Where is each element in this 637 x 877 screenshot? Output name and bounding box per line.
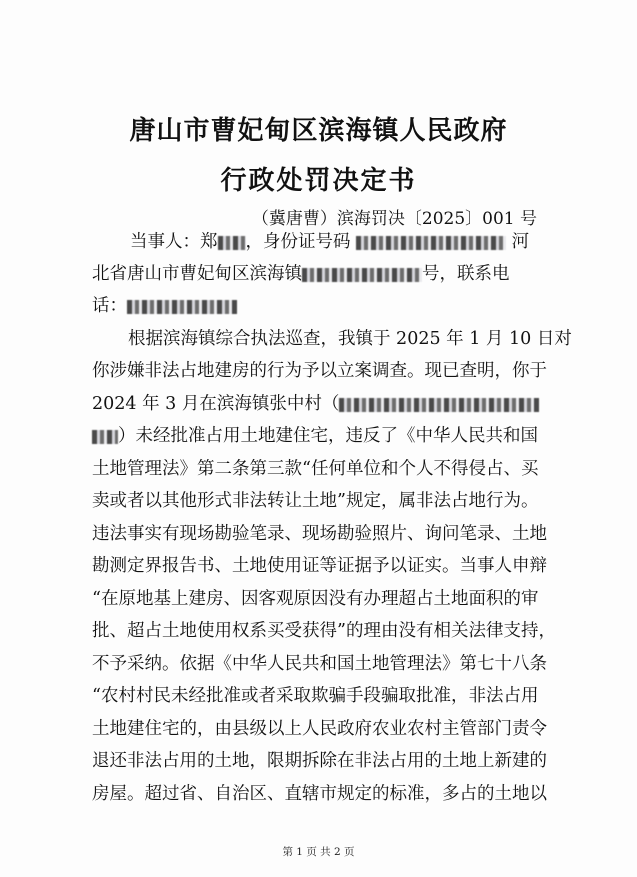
body-line-6: 卖或者以其他形式非法转让土地”规定，属非法占地行为。 — [92, 491, 539, 511]
phone-line — [92, 292, 237, 317]
body-line-8: 勘测定界报告书、土地使用证等证据予以证实。当事人申辩 — [92, 556, 547, 576]
body-line-4 — [92, 422, 538, 447]
phone-label-start: 号，联系电 — [422, 264, 510, 284]
body-line-13: 土地建住宅的，由县级以上人民政府农业农村主管部门责令 — [92, 719, 547, 739]
body-line-12: “农村村民未经批准或者采取欺骗手段骗取批准，非法占用 — [92, 686, 539, 706]
body-line-1: 根据滨海镇综合执法巡查，我镇于 2025 年 1 月 10 日对 — [128, 329, 572, 349]
redacted-name — [218, 236, 246, 250]
body-line-5: 土地管理法》第二条第三款“任何单位和个人不得侵占、买 — [92, 459, 539, 479]
body-line-4-text: ）未经批准占用土地建住宅，违反了《中华人民共和国 — [118, 426, 538, 446]
party-line-tail: 河 — [511, 232, 530, 252]
page-indicator: 第 1 页 共 2 页 — [282, 846, 355, 858]
redacted-address — [302, 268, 422, 282]
body-line-11: 不予采纳。依据《中华人民共和国土地管理法》第七十八条 — [92, 654, 547, 674]
address-line — [92, 260, 510, 285]
body-line-7: 违法事实有现场勘验笔录、现场勘验照片、询问笔录、土地 — [92, 524, 547, 544]
address-text: 北省唐山市曹妃甸区滨海镇 — [92, 264, 302, 284]
redacted-location — [339, 398, 539, 412]
phone-label: 话： — [92, 296, 127, 316]
document-title-issuer: 唐山市曹妃甸区滨海镇人民政府 — [129, 116, 508, 146]
redacted-id-number — [356, 236, 506, 250]
document-number: （冀唐曹）滨海罚决〔2025〕001 号 — [251, 209, 537, 229]
redacted-location-tail — [92, 430, 118, 444]
body-line-3-text: 2024 年 3 月在滨海镇张中村（ — [92, 394, 340, 414]
body-line-15: 房屋。超过省、自治区、直辖市规定的标准，多占的土地以 — [92, 784, 547, 804]
party-line — [130, 228, 529, 253]
body-line-2: 你涉嫌非法占地建房的行为予以立案调查。现已查明，你于 — [92, 361, 547, 381]
body-line-10: 批、超占土地使用权系买受获得”的理由没有相关法律支持， — [92, 621, 556, 641]
party-name-label: 当事人：郑 — [130, 232, 218, 252]
redacted-phone — [127, 300, 237, 314]
document-title-type: 行政处罚决定书 — [220, 166, 417, 196]
body-line-9: “在原地基上建房、因客观原因没有办理超占土地面积的审 — [92, 589, 539, 609]
body-line-14: 退还非法占用的土地，限期拆除在非法占用的土地上新建的 — [92, 751, 547, 771]
party-id-label: ，身份证号码 — [245, 232, 351, 252]
body-line-3 — [92, 390, 539, 415]
